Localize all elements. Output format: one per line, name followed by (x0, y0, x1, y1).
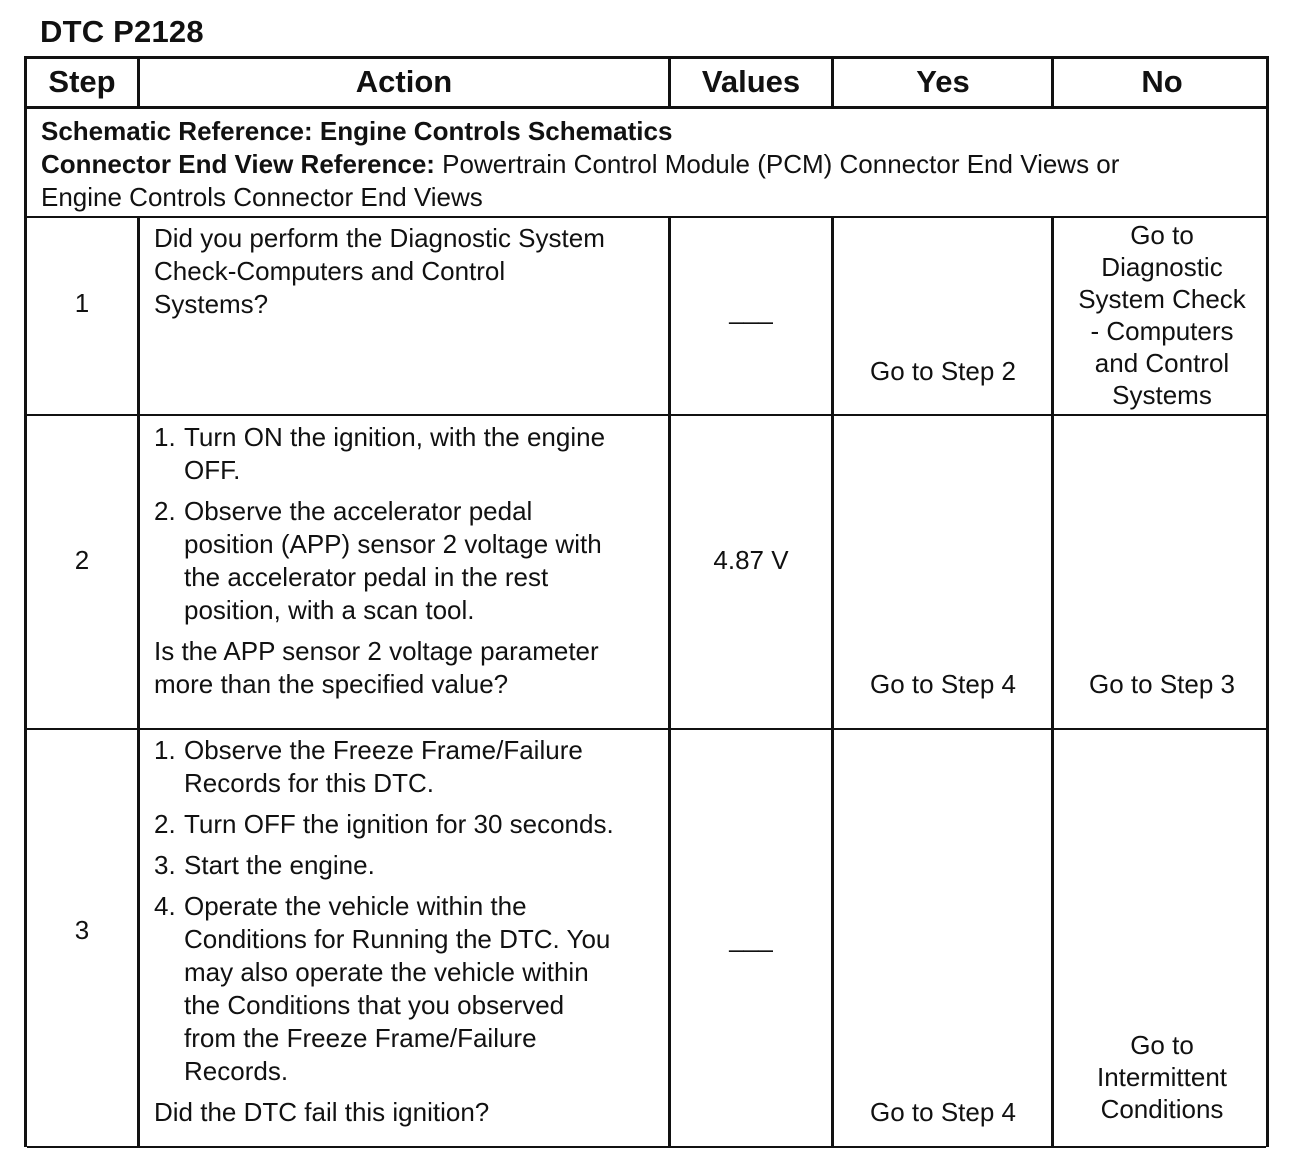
no-line: and Control (1094, 348, 1230, 378)
value-cell: ___ (729, 923, 773, 953)
action-cell (154, 222, 664, 321)
header-no: No (1141, 64, 1183, 99)
step-number: 1 (74, 288, 90, 318)
item-line: from the Freeze Frame/Failure (184, 1023, 537, 1053)
no-cell (1055, 1029, 1269, 1125)
item-number: 1. (154, 422, 176, 452)
item-line: Observe the Freeze Frame/Failure (184, 735, 583, 765)
connector-reference-text: Powertrain Control Module (PCM) Connector End Views or (434, 149, 1120, 179)
yes-cell: Go to Step 2 (870, 356, 1016, 386)
col-divider (137, 59, 140, 107)
no-line: Go to (1130, 1030, 1194, 1060)
item-number: 1. (154, 735, 176, 765)
header-divider (27, 106, 1266, 109)
step-number: 2 (74, 545, 90, 575)
item-line: Records for this DTC. (184, 768, 434, 798)
step-number: 3 (74, 915, 90, 945)
item-line: position, with a scan tool. (184, 595, 475, 625)
question-line: Did the DTC fail this ignition? (154, 1097, 490, 1127)
action-cell (154, 421, 664, 701)
col-divider (831, 59, 834, 107)
row-2-divider (27, 728, 1266, 730)
no-line: System Check (1078, 284, 1246, 314)
yes-cell: Go to Step 4 (870, 669, 1016, 699)
item-line: position (APP) sensor 2 voltage with (184, 529, 602, 559)
item-line: OFF. (184, 455, 241, 485)
item-number: 4. (154, 891, 176, 921)
no-cell (1055, 219, 1269, 411)
col-divider (668, 59, 671, 107)
question-line: Check-Computers and Control (154, 256, 506, 286)
row-1-divider (27, 414, 1266, 416)
question-line: Systems? (154, 289, 269, 319)
action-list-item (154, 734, 664, 800)
action-cell (154, 734, 664, 1129)
col-divider (668, 217, 671, 1148)
no-cell: Go to Step 3 (1089, 669, 1235, 699)
header-step: Step (48, 64, 116, 99)
item-line: Conditions for Running the DTC. You (184, 924, 611, 954)
diagnostic-table (24, 56, 1269, 1147)
item-line: the accelerator pedal in the rest (184, 562, 549, 592)
action-list-item (154, 849, 664, 882)
no-line: - Computers (1090, 316, 1234, 346)
document-title: DTC P2128 (40, 14, 204, 49)
item-line: the Conditions that you observed (184, 990, 565, 1020)
col-divider (1051, 59, 1054, 107)
no-line: Conditions (1100, 1094, 1224, 1124)
yes-cell: Go to Step 4 (870, 1097, 1016, 1127)
item-number: 2. (154, 809, 176, 839)
action-list-item (154, 495, 664, 627)
value-cell: 4.87 V (713, 545, 789, 575)
no-line: Systems (1112, 380, 1212, 410)
connector-reference-label: Connector End View Reference: (41, 149, 435, 179)
no-line: Diagnostic (1101, 252, 1223, 282)
question-line: Is the APP sensor 2 voltage parameter (154, 636, 599, 666)
item-line: may also operate the vehicle within (184, 957, 589, 987)
action-list-item (154, 808, 664, 841)
item-number: 2. (154, 496, 176, 526)
connector-reference-text-2: Engine Controls Connector End Views (41, 182, 483, 212)
header-action: Action (355, 64, 453, 99)
schematic-reference (41, 115, 1241, 214)
question-line: more than the specified value? (154, 669, 509, 699)
header-yes: Yes (916, 64, 970, 99)
item-line: Observe the accelerator pedal (184, 496, 533, 526)
no-line: Go to (1130, 220, 1194, 250)
item-line: Start the engine. (184, 850, 375, 880)
item-line: Records. (184, 1056, 289, 1086)
reference-divider (27, 216, 1266, 218)
action-list-item (154, 421, 664, 487)
item-line: Turn ON the ignition, with the engine (184, 422, 606, 452)
item-line: Operate the vehicle within the (184, 891, 527, 921)
col-divider (137, 217, 140, 1148)
item-line: Turn OFF the ignition for 30 seconds. (184, 809, 614, 839)
header-values: Values (701, 64, 801, 99)
table-bottom-border (27, 1146, 1266, 1148)
no-line: Intermittent (1096, 1062, 1228, 1092)
item-number: 3. (154, 850, 176, 880)
action-list-item (154, 890, 664, 1088)
value-cell: ___ (729, 295, 773, 325)
schematic-reference-text: Schematic Reference: Engine Controls Schematics (41, 116, 673, 146)
question-line: Did you perform the Diagnostic System (154, 223, 605, 253)
